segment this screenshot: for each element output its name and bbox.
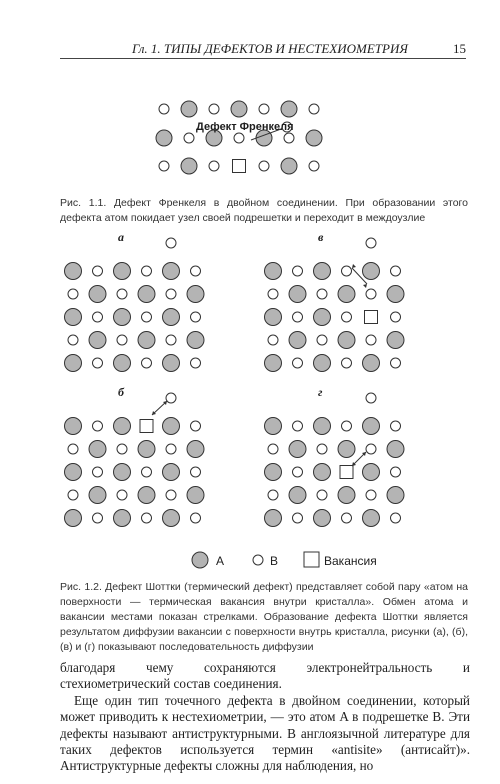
atom-a	[289, 332, 306, 349]
running-header	[60, 40, 466, 59]
vacancy	[340, 466, 353, 479]
atom-b	[93, 513, 103, 523]
vacancy	[365, 311, 378, 324]
atom-a	[65, 355, 82, 372]
atom-a	[387, 332, 404, 349]
atom-a	[281, 158, 297, 174]
atom-b	[68, 490, 78, 500]
atom-b	[93, 467, 103, 477]
atom-a	[181, 158, 197, 174]
atom-a	[89, 487, 106, 504]
atom-a	[187, 286, 204, 303]
atom-b	[391, 358, 401, 368]
atom-a	[65, 464, 82, 481]
atom-b	[268, 335, 278, 345]
atom-b	[191, 266, 201, 276]
atom-b	[293, 467, 303, 477]
atom-a	[231, 101, 247, 117]
atom-a	[114, 464, 131, 481]
atom-b	[68, 444, 78, 454]
atom-b	[68, 289, 78, 299]
atom-b	[117, 289, 127, 299]
atom-b	[268, 444, 278, 454]
atom-b	[166, 238, 176, 248]
atom-a	[314, 418, 331, 435]
atom-b	[259, 104, 269, 114]
atom-a	[338, 487, 355, 504]
atom-b	[391, 467, 401, 477]
panel-label: г	[318, 385, 323, 399]
legend-label-vacancy: Вакансия	[324, 554, 377, 568]
atom-a	[265, 355, 282, 372]
atom-a	[265, 263, 282, 280]
atom-b	[166, 444, 176, 454]
atom-b	[284, 133, 294, 143]
vacancy-swatch	[302, 550, 324, 572]
arrow-head	[363, 284, 367, 288]
atom-a	[281, 101, 297, 117]
atom-b	[391, 266, 401, 276]
running-title: Гл. 1. ТИПЫ ДЕФЕКТОВ И НЕСТЕХИОМЕТРИЯ	[132, 41, 408, 56]
figure-1-2	[0, 230, 500, 550]
atom-b	[191, 312, 201, 322]
atom-b	[117, 490, 127, 500]
atom-b	[142, 467, 152, 477]
atom-b	[366, 238, 376, 248]
legend-label-a: A	[216, 554, 225, 568]
atom-a	[138, 286, 155, 303]
figure-1-2-caption: Рис. 1.2. Дефект Шоттки (термический дефект) представляет собой пару «атом на поверхности — термическая вакансия внутри кристалла». Обмен атома и вакансии местами показан стрелками. Образование дефекта Шоттки является результатом диффузии вакансии с поверхности внутрь кристалла, рисунки (а), (б), (в) и (г) показывают последовательность диффузии	[60, 581, 468, 653]
vacancy	[233, 160, 246, 173]
atom-a	[163, 418, 180, 435]
atom-b	[68, 335, 78, 345]
vacancy	[140, 420, 153, 433]
atom-b	[268, 490, 278, 500]
atom-a	[65, 418, 82, 435]
atom-a	[163, 309, 180, 326]
atom-a	[138, 332, 155, 349]
atom-a	[363, 464, 380, 481]
atom-b	[293, 358, 303, 368]
atom-a	[89, 286, 106, 303]
atom-a	[265, 309, 282, 326]
atom-a	[314, 355, 331, 372]
atom-a	[338, 286, 355, 303]
atom-b	[342, 358, 352, 368]
atom-b	[366, 444, 376, 454]
atom-a	[114, 309, 131, 326]
body-paragraph: Еще один тип точечного дефекта в двойном соединении, который может приводить к нестехиометрии, — это атом A в подрешетке B. Эти дефекты называют антиструктурными. В англоязычной литературе для таких дефектов используется термин «antisite» (антисайт)». Антиструктурные дефекты сложны для наблюдения, но	[60, 692, 470, 774]
panel-label: б	[118, 385, 124, 399]
atom-b	[191, 467, 201, 477]
page-number: 15	[453, 41, 466, 56]
atom-a	[363, 263, 380, 280]
atom-b-swatch	[248, 550, 270, 572]
atom-a	[289, 441, 306, 458]
atom-a	[363, 418, 380, 435]
atom-a	[114, 418, 131, 435]
atom-a	[187, 487, 204, 504]
atom-b	[142, 513, 152, 523]
atom-b	[93, 312, 103, 322]
legend-label-b: B	[270, 554, 279, 568]
atom-a	[163, 464, 180, 481]
atom-b	[317, 444, 327, 454]
atom-b	[366, 393, 376, 403]
atom-a	[114, 510, 131, 527]
atom-b	[184, 133, 194, 143]
atom-b	[191, 421, 201, 431]
atom-a	[163, 355, 180, 372]
atom-b	[317, 490, 327, 500]
atom-a	[265, 464, 282, 481]
atom-b	[366, 490, 376, 500]
atom-b	[342, 421, 352, 431]
figure-legend	[190, 550, 430, 572]
atom-b	[342, 513, 352, 523]
atom-b	[366, 289, 376, 299]
atom-b	[142, 312, 152, 322]
atom-b	[268, 289, 278, 299]
atom-a	[89, 441, 106, 458]
atom-b	[317, 335, 327, 345]
atom-a	[65, 510, 82, 527]
atom-a	[65, 309, 82, 326]
atom-a	[187, 441, 204, 458]
atom-b	[293, 421, 303, 431]
atom-b	[209, 161, 219, 171]
atom-a	[387, 286, 404, 303]
atom-a	[306, 130, 322, 146]
atom-a	[387, 441, 404, 458]
atom-b	[293, 513, 303, 523]
atom-b	[309, 104, 319, 114]
atom-a	[163, 510, 180, 527]
atom-a	[289, 286, 306, 303]
atom-b	[159, 104, 169, 114]
atom-a	[265, 418, 282, 435]
atom-a	[114, 263, 131, 280]
frenkel-defect-label: Дефект Френкеля	[196, 121, 294, 133]
atom-a	[65, 263, 82, 280]
atom-b	[117, 444, 127, 454]
atom-a	[114, 355, 131, 372]
atom-b	[293, 312, 303, 322]
atom-b	[142, 358, 152, 368]
atom-a	[89, 332, 106, 349]
atom-b	[366, 335, 376, 345]
atom-b	[391, 513, 401, 523]
atom-a	[138, 487, 155, 504]
atom-b	[191, 513, 201, 523]
atom-b	[317, 289, 327, 299]
atom-b	[93, 266, 103, 276]
atom-b	[209, 104, 219, 114]
atom-a	[289, 487, 306, 504]
atom-b	[309, 161, 319, 171]
atom-a	[181, 101, 197, 117]
atom-a	[387, 487, 404, 504]
atom-b	[142, 266, 152, 276]
atom-b	[166, 289, 176, 299]
atom-b	[342, 312, 352, 322]
atom-a	[338, 441, 355, 458]
atom-a	[187, 332, 204, 349]
atom-b	[117, 335, 127, 345]
atom-b	[166, 490, 176, 500]
figure-1-1-caption: Рис. 1.1. Дефект Френкеля в двойном соединении. При образовании этого дефекта атом покидает узел своей подрешетки и переходит в междоузлие	[60, 197, 468, 224]
atom-a	[156, 130, 172, 146]
atom-b	[191, 358, 201, 368]
atom-b	[159, 161, 169, 171]
atom-a	[163, 263, 180, 280]
arrow-head	[352, 264, 356, 268]
atom-a	[314, 510, 331, 527]
atom-b	[166, 335, 176, 345]
atom-b	[342, 266, 352, 276]
atom-a-swatch	[190, 550, 212, 572]
atom-a	[363, 355, 380, 372]
atom-b	[93, 358, 103, 368]
atom-a	[363, 510, 380, 527]
atom-b	[391, 312, 401, 322]
atom-b	[234, 133, 244, 143]
atom-b	[93, 421, 103, 431]
panel-label: в	[318, 230, 324, 244]
panel-label: а	[118, 230, 124, 244]
atom-b	[293, 266, 303, 276]
atom-a	[138, 441, 155, 458]
atom-a	[314, 263, 331, 280]
atom-b	[391, 421, 401, 431]
atom-b	[166, 393, 176, 403]
atom-a	[314, 464, 331, 481]
body-text	[60, 660, 470, 775]
atom-a	[314, 309, 331, 326]
atom-b	[259, 161, 269, 171]
body-paragraph: благодаря чему сохраняются электронейтральность и стехиометрический состав соединения.	[60, 660, 470, 692]
atom-a	[265, 510, 282, 527]
atom-a	[338, 332, 355, 349]
